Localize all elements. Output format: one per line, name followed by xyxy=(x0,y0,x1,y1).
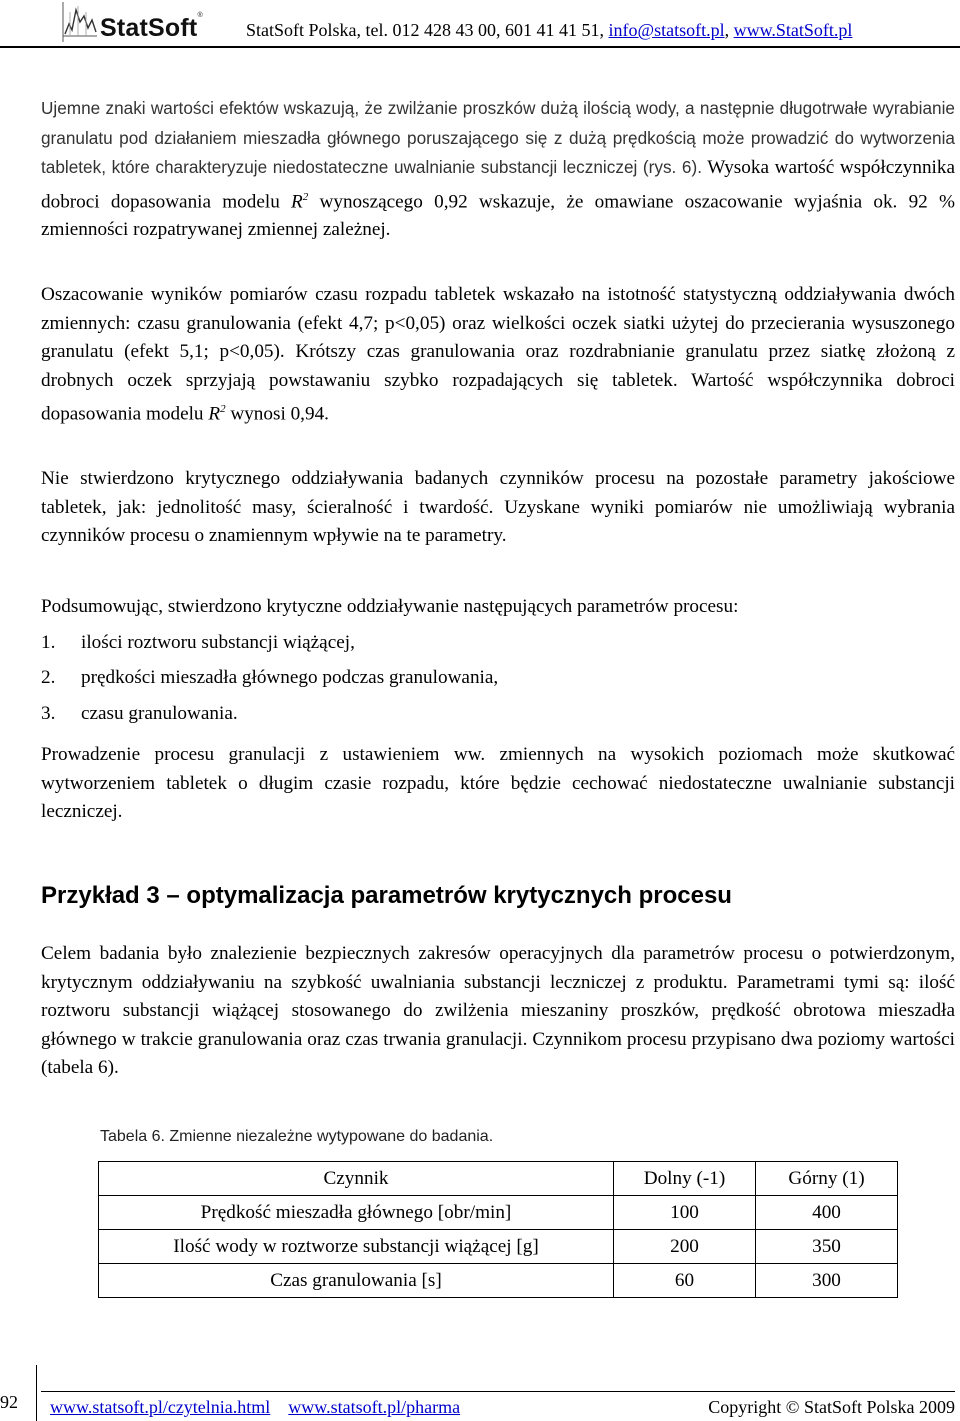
table-cell: 300 xyxy=(756,1264,898,1298)
paragraph-disintegration: Oszacowanie wyników pomiarów czasu rozpadu tabletek wskazało na istotność statystyczną oddziaływania dwóch zmiennych: czasu granulowania (efekt 4,7; p<0,05) oraz wielkości oczek siatki użytej do przecierania wysuszonego granulatu (efekt 5,1; p<0,05). Krótszy czas granulowania oraz rozdrabnianie granulatu przez siatkę złożoną z drobnych oczek sprzyjają powstawaniu szybko rozpadających się tabletek. Wartość współczynnika dobroci dopasowania modelu $R^2$ wynosi 0,94. xyxy=(41,284,955,425)
table-cell: Ilość wody w roztworze substancji wiążącej [g] xyxy=(99,1230,614,1264)
list-item: 1. ilości roztworu substancji wiążącej, xyxy=(41,632,355,653)
paragraph-other-parameters: Nie stwierdzono krytycznego oddziaływania badanych czynników procesu na pozostałe parametry jakościowe tabletek, jak: jednolitość masy, ścieralność i twardość. Uzyskane wyniki pomiarów nie umożliwiają wybrania czynników procesu o znamiennym wpływie na te parametry. xyxy=(41,468,955,546)
section-heading: Przykład 3 – optymalizacja parametrów krytycznych procesu xyxy=(41,882,732,909)
paragraph-study-goal: Celem badania było znalezienie bezpiecznych zakresów operacyjnych dla parametrów procesu o potwierdzonym, krytycznym oddziaływaniu na szybkość uwalniania substancji leczniczej z produktu. Parametrami tymi są: ilość roztworu substancji wiążącej stosowanego do zwilżenia mieszaniny proszków, prędkość obrotowa mieszadła głównego w trakcie granulowania oraz czas trwania granulacji. Czynnikom procesu przypisano dwa poziomy wartości (tabela 6). xyxy=(41,943,955,1078)
table-cell: 200 xyxy=(614,1230,756,1264)
czytelnia-link[interactable]: www.statsoft.pl/czytelnia.html xyxy=(50,1397,271,1417)
page-number: 92 xyxy=(0,1392,18,1412)
table-cell: Prędkość mieszadła głównego [obr/min] xyxy=(99,1196,614,1230)
header-contact: StatSoft Polska, tel. 012 428 43 00, 601 41 41 51, info@statsoft.pl, www.StatSoft.pl xyxy=(246,20,853,40)
paragraph-summary: Podsumowując, stwierdzono krytyczne oddziaływanie następujących parametrów procesu: xyxy=(41,596,739,617)
email-link[interactable]: info@statsoft.pl xyxy=(608,20,725,40)
list-item: 2. prędkości mieszadła głównego podczas granulowania, xyxy=(41,667,499,688)
table-cell: 100 xyxy=(614,1196,756,1230)
copyright-text: Copyright © StatSoft Polska 2009 xyxy=(708,1397,955,1417)
page-header xyxy=(0,0,960,48)
factors-table xyxy=(98,1161,898,1298)
table-header-cell: Czynnik xyxy=(99,1162,614,1196)
statsoft-logo-icon xyxy=(55,2,97,42)
table-cell: 350 xyxy=(756,1230,898,1264)
list-item: 3. czasu granulowania. xyxy=(41,703,238,724)
statsoft-logo-text: StatSoft® xyxy=(100,12,203,42)
table-cell: 60 xyxy=(614,1264,756,1298)
footer-divider xyxy=(41,1391,955,1392)
table-row xyxy=(99,1264,898,1298)
paragraph-conclusion: Prowadzenie procesu granulacji z ustawieniem ww. zmiennych na wysokich poziomach może skutkować wytworzeniem tabletek o długim czasie rozpadu, które będzie cechować niedostateczne uwalnianie substancji leczniczej. xyxy=(41,744,955,822)
table-row xyxy=(99,1196,898,1230)
table-header-cell: Górny (1) xyxy=(756,1162,898,1196)
table-row xyxy=(99,1230,898,1264)
table-cell: 400 xyxy=(756,1196,898,1230)
table-header-cell: Dolny (-1) xyxy=(614,1162,756,1196)
table-header-row xyxy=(99,1162,898,1196)
website-link[interactable]: www.StatSoft.pl xyxy=(733,20,853,40)
table-cell: Czas granulowania [s] xyxy=(99,1264,614,1298)
page-footer xyxy=(50,1397,955,1418)
pharma-link[interactable]: www.statsoft.pl/pharma xyxy=(288,1397,461,1417)
paragraph-effects: Ujemne znaki wartości efektów wskazują, że zwilżanie proszków dużą ilością wody, a następnie długotrwałe wyrabianie granulatu pod działaniem mieszadła głównego poruszającego się z dużą prędkością może prowadzić do wytworzenia tabletek, które charakteryzuje niedostateczne uwalnianie substancji leczniczej (rys. 6). Wysoka wartość współczynnika dobroci dopasowania modelu $R^2$ wynoszącego 0,92 wskazuje, że omawiane oszacowanie wyjaśnia ok. 92 % zmienności rozpatrywanej zmiennej zależnej. xyxy=(41,98,955,241)
table-caption: Tabela 6. Zmienne niezależne wytypowane do badania. xyxy=(100,1128,494,1145)
